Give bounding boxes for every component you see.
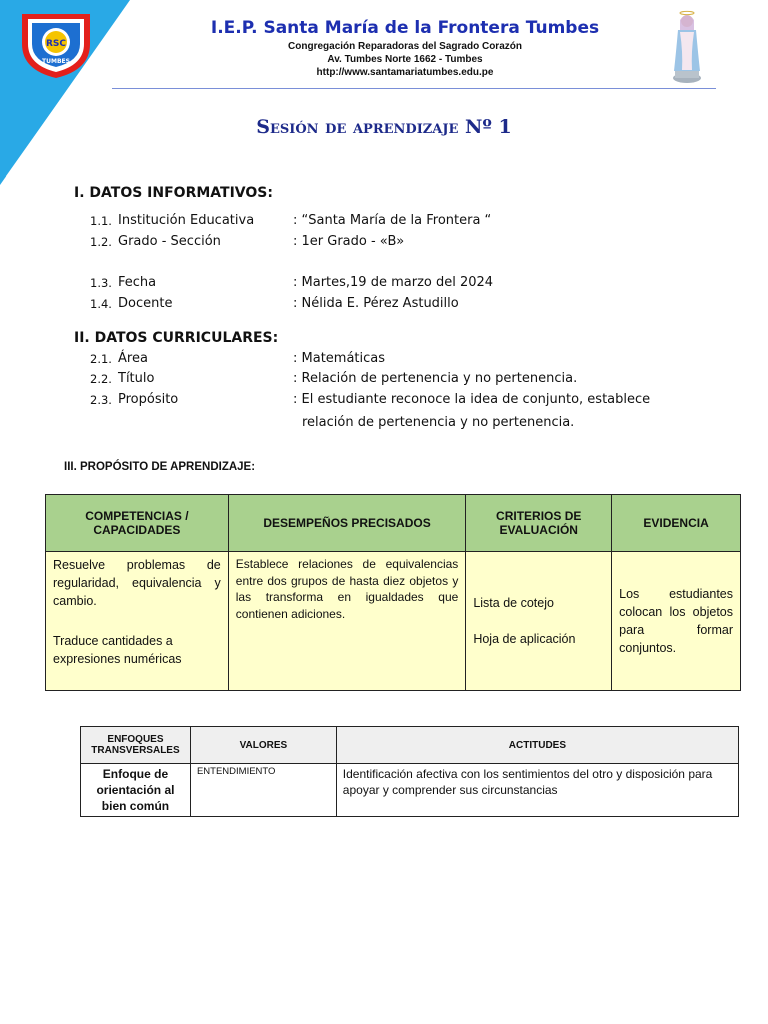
enfoque-cell: Enfoque de orientación al bien común bbox=[81, 764, 191, 817]
valor-cell: ENTENDIMIENTO bbox=[190, 764, 336, 817]
row-label: Docente bbox=[118, 296, 173, 311]
row-value: : Martes,19 de marzo del 2024 bbox=[293, 275, 494, 290]
section-datos-informativos-heading: I. DATOS INFORMATIVOS: bbox=[74, 185, 273, 201]
session-title: Sesión de aprendizaje Nº 1 bbox=[256, 116, 512, 138]
virgin-statue-image bbox=[666, 8, 708, 84]
section-datos-curriculares-heading: II. DATOS CURRICULARES: bbox=[74, 330, 279, 346]
capacidad-text: Traduce cantidades a expresiones numéricas bbox=[53, 634, 182, 666]
evidencia-text: Los estudiantes colocan los objetos para formar conjuntos. bbox=[619, 587, 733, 655]
header-evidencia: EVIDENCIA bbox=[612, 495, 741, 552]
cell-criterios bbox=[466, 552, 612, 691]
proposito-continuation: relación de pertenencia y no pertenencia. bbox=[302, 415, 575, 430]
header-actitudes: ACTITUDES bbox=[336, 727, 738, 764]
header-divider bbox=[112, 88, 716, 89]
row-value: : Matemáticas bbox=[293, 351, 386, 366]
info-row-institucion bbox=[90, 213, 710, 231]
header-criterios: CRITERIOS DE EVALUACIÓN bbox=[466, 495, 612, 552]
enfoques-header-row bbox=[81, 727, 739, 764]
table-header-row bbox=[46, 495, 741, 552]
row-number: 2.2. bbox=[90, 372, 112, 386]
logo-text: TUMBES bbox=[42, 58, 70, 65]
row-value: : El estudiante reconoce la idea de conjunto, establece bbox=[293, 392, 651, 407]
header-competencias: COMPETENCIAS / CAPACIDADES bbox=[46, 495, 229, 552]
row-number: 2.1. bbox=[90, 352, 112, 366]
address-line: Av. Tumbes Norte 1662 - Tumbes bbox=[327, 54, 483, 65]
criterio-hoja-aplicacion: Hoja de aplicación bbox=[473, 632, 576, 646]
row-label: Fecha bbox=[118, 275, 157, 290]
row-value: : Relación de pertenencia y no pertenencia. bbox=[293, 371, 578, 386]
cell-competencias bbox=[46, 552, 229, 691]
curricular-row-titulo bbox=[90, 371, 710, 389]
curricular-row-proposito bbox=[90, 392, 710, 410]
school-logo bbox=[16, 8, 96, 80]
curricular-row-area bbox=[90, 351, 710, 369]
info-row-grado bbox=[90, 234, 710, 252]
info-row-fecha bbox=[90, 275, 710, 293]
row-label: Título bbox=[118, 371, 155, 386]
desempeno-text: Establece relaciones de equivalencias entre dos grupos de hasta diez objetos y las transforma en igualdades que contienen adiciones. bbox=[235, 557, 459, 621]
row-label: Propósito bbox=[118, 392, 179, 407]
website-link[interactable]: http://www.santamariatumbes.edu.pe bbox=[316, 67, 494, 78]
row-value: : Nélida E. Pérez Astudillo bbox=[293, 296, 459, 311]
row-value: : “Santa María de la Frontera “ bbox=[293, 213, 492, 228]
cell-evidencia bbox=[612, 552, 741, 691]
svg-text:RSC: RSC bbox=[45, 39, 67, 49]
header-desempenos: DESEMPEÑOS PRECISADOS bbox=[228, 495, 466, 552]
cell-desempenos bbox=[228, 552, 466, 691]
table-row bbox=[81, 764, 739, 817]
row-number: 2.3. bbox=[90, 393, 112, 407]
header-valores: VALORES bbox=[190, 727, 336, 764]
row-label: Institución Educativa bbox=[118, 213, 255, 228]
row-number: 1.2. bbox=[90, 235, 112, 249]
header-enfoques: ENFOQUES TRANSVERSALES bbox=[81, 727, 191, 764]
actitud-cell: Identificación afectiva con los sentimientos del otro y disposición para apoyar y comprender sus circunstancias bbox=[336, 764, 738, 817]
congregation-line: Congregación Reparadoras del Sagrado Corazón bbox=[288, 41, 522, 52]
table-row bbox=[46, 552, 741, 691]
row-label: Grado - Sección bbox=[118, 234, 221, 249]
criterio-lista-cotejo: Lista de cotejo bbox=[473, 596, 554, 610]
learning-purpose-table bbox=[45, 494, 741, 691]
row-number: 1.1. bbox=[90, 214, 112, 228]
row-label: Área bbox=[118, 351, 148, 366]
row-number: 1.4. bbox=[90, 297, 112, 311]
enfoques-table bbox=[80, 726, 739, 817]
competencia-text: Resuelve problemas de regularidad, equivalencia y cambio. bbox=[53, 558, 221, 608]
row-value: : 1er Grado - «B» bbox=[293, 234, 405, 249]
row-number: 1.3. bbox=[90, 276, 112, 290]
school-name: I.E.P. Santa María de la Frontera Tumbes bbox=[210, 18, 600, 38]
section-proposito-heading: III. PROPÓSITO DE APRENDIZAJE: bbox=[64, 461, 256, 473]
info-row-docente bbox=[90, 296, 710, 314]
